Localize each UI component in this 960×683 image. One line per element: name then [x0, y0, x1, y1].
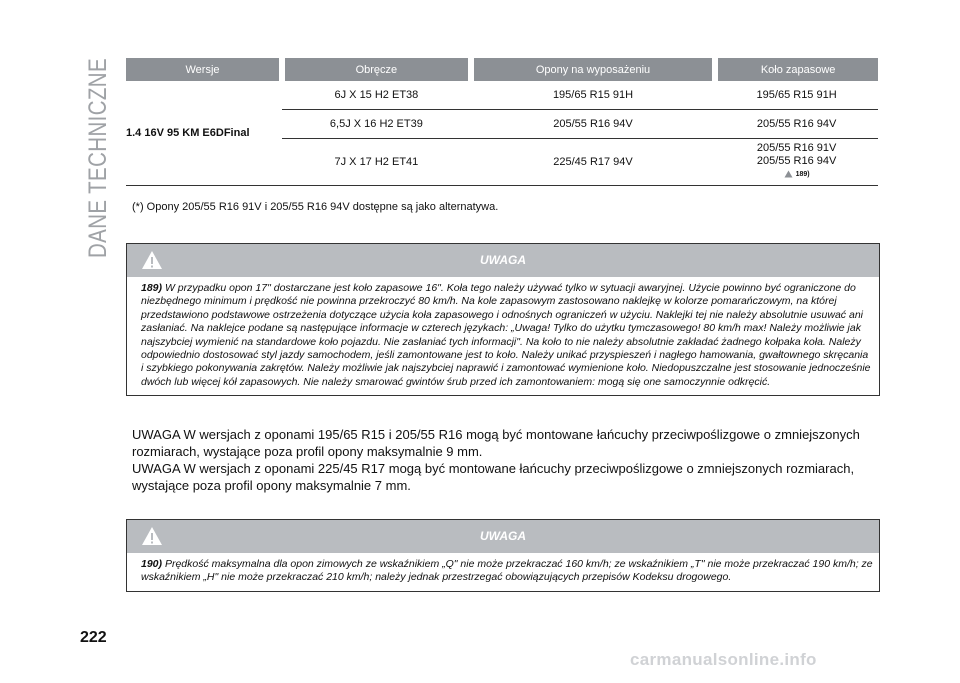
warning-triangle-icon	[784, 170, 793, 178]
rim-cell: 6,5J X 16 H2 ET39	[282, 110, 471, 139]
warning-text: Prędkość maksymalna dla opon zimowych ze wskaźnikiem „Q" nie może przekraczać 160 km/h; ze wskaźnikiem „T" nie może przekraczać 190 km/h; ze wskaźnikiem „H" nie może przekraczać 210 km/h; należy jednak przestrzegać obowiązujących przepisów Kodeksu drogowego.	[141, 558, 873, 584]
warning-header	[127, 244, 879, 277]
warning-reference-number: 189)	[795, 170, 810, 178]
warning-reference	[784, 168, 810, 181]
version-cell: 1.4 16V 95 KM E6DFinal	[126, 81, 282, 186]
table-row	[126, 81, 878, 110]
watermark: carmanualsonline.info	[630, 650, 817, 669]
warning-number: 189)	[141, 282, 163, 294]
spare-cell	[715, 139, 878, 186]
spare-cell: 205/55 R16 94V	[715, 110, 878, 139]
tyre-cell: 225/45 R17 94V	[471, 139, 715, 186]
rim-cell: 7J X 17 H2 ET41	[282, 139, 471, 186]
warning-text: W przypadku opon 17" dostarczane jest koło zapasowe 16". Koła tego należy używać tylko w sytuacji awaryjnej. Użycie powinno być ograniczone do niezbędnego minimum i prędkość nie powinna przekroczyć 80 km/h. Na kole zapasowym zastosowano naklejkę w kolorze pomarańczowym, na której przedstawiono podstawowe ostrzeżenia dotyczące użycia koła zapasowego i odnośnych ograniczeń w użyciu. Naklejki tej nie należy absolutnie usuwać ani zasłaniać. Na naklejce podane są następujące informacje w czterech językach: „Uwaga! Tylko do użytku tymczasowego! 80 km/h max! Należy możliwie jak najszybciej wymienić na standardowe koło pojazdu. Nie zasłaniać tych informacji". Na koło to nie należy absolutnie zakładać żadnego kołpaka koła. Należy odpowiednio dostosować styl jazdy samochodem, jeśli zamontowane jest to koło. Należy unikać przyspieszeń i nagłego hamowania, gwałtownego skręcania i szybkiego pokonywania zakrętów. Należy możliwie jak najszybciej naprawić i zamontować wymienione koło. Niedopuszczalne jest stosowanie jednocześnie dwóch lub więcej kół zapasowych. Nie należy smarować gwintów śrub przed ich zamontowaniem: mogą się one samoczynnie odkręcić.	[141, 282, 871, 388]
header-rims: Obręcze	[282, 58, 471, 81]
specs-table	[126, 58, 878, 186]
warning-header	[127, 520, 879, 553]
tyre-cell: 205/55 R16 94V	[471, 110, 715, 139]
warning-number: 190)	[141, 558, 163, 570]
warning-title: UWAGA	[480, 529, 526, 543]
spare-cell: 195/65 R15 91H	[715, 81, 878, 110]
warning-body	[127, 277, 879, 395]
note-paragraph: UWAGA W wersjach z oponami 225/45 R17 mogą być montowane łańcuchy przeciwpoślizgowe o zmniejszonych rozmiarach, wystające poza profil opony maksymalnie 7 mm.	[132, 461, 855, 493]
header-versions: Wersje	[126, 58, 282, 81]
section-title-vertical	[82, 13, 112, 258]
header-spare-wheel: Koło zapasowe	[715, 58, 878, 81]
tyre-cell: 195/65 R15 91H	[471, 81, 715, 110]
warning-body	[127, 553, 879, 591]
note-paragraph: UWAGA W wersjach z oponami 195/65 R15 i 205/55 R16 mogą być montowane łańcuchy przeciwpoślizgowe o zmniejszonych rozmiarach, wystające poza profil opony maksymalnie 9 mm.	[132, 427, 860, 459]
warning-triangle-icon	[141, 526, 163, 546]
header-tyres: Opony na wyposażeniu	[471, 58, 715, 81]
table-footnote: (*) Opony 205/55 R16 91V i 205/55 R16 94V dostępne są jako alternatywa.	[132, 201, 499, 213]
warning-triangle-icon	[141, 250, 163, 270]
page-number: 222	[80, 629, 107, 646]
spare-option: 205/55 R16 94V	[756, 154, 837, 167]
section-title-text: DANE TECHNICZNE	[84, 13, 112, 258]
snow-chains-notes	[132, 426, 882, 494]
warning-box	[126, 243, 880, 396]
table-header-row	[126, 58, 878, 81]
warning-title: UWAGA	[480, 253, 526, 267]
spare-option: 205/55 R16 91V	[756, 141, 837, 154]
warning-box	[126, 519, 880, 592]
rim-cell: 6J X 15 H2 ET38	[282, 81, 471, 110]
